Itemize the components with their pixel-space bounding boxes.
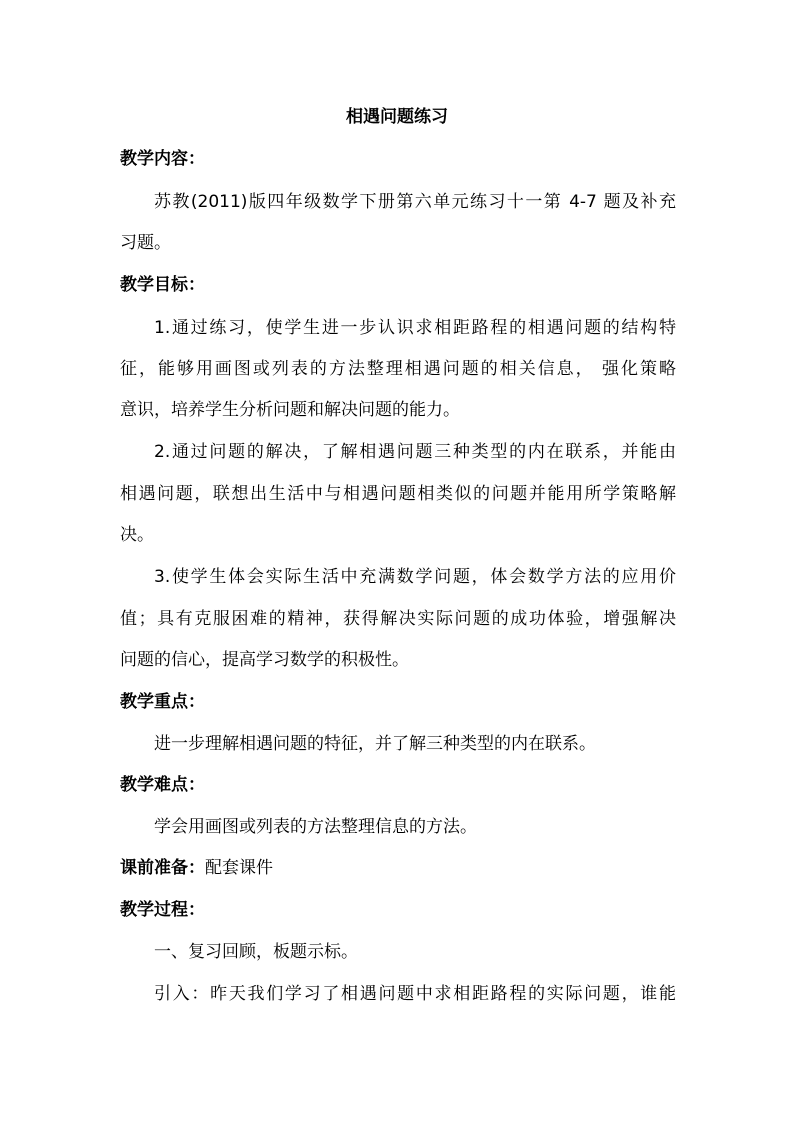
process-intro-line: 引入：昨天我们学习了相遇问题中求相距路程的实际问题，谁能 xyxy=(154,984,676,1004)
document-title: 相遇问题练习 xyxy=(346,107,448,127)
goal-3-line-3: 问题的信心，提高学习数学的积极性。 xyxy=(120,650,409,670)
goal-2-line-2: 相遇问题，联想出生活中与相遇问题相类似的问题并能用所学策略解 xyxy=(120,484,676,504)
goal-1-line-3: 意识，培养学生分析问题和解决问题的能力。 xyxy=(120,400,460,420)
preparation-text: 配套课件 xyxy=(205,858,273,878)
process-heading: 教学过程： xyxy=(120,900,205,920)
difficulty-text: 学会用画图或列表的方法整理信息的方法。 xyxy=(154,817,477,837)
goal-2-line-3: 决。 xyxy=(120,525,154,545)
goal-2-line-1: 2.通过问题的解决，了解相遇问题三种类型的内在联系，并能由 xyxy=(154,442,676,462)
process-step-1: 一、复习回顾，板题示标。 xyxy=(154,942,358,962)
content-text-line-2: 习题。 xyxy=(120,233,171,253)
content-text-line-1: 苏教(2011)版四年级数学下册第六单元练习十一第 4-7 题及补充 xyxy=(154,192,676,212)
preparation-line xyxy=(120,853,676,883)
key-points-heading: 教学重点： xyxy=(120,692,205,712)
goals-heading: 教学目标： xyxy=(120,275,205,295)
goal-1-line-2: 征，能够用画图或列表的方法整理相遇问题的相关信息， 强化策略 xyxy=(120,359,676,379)
key-points-text: 进一步理解相遇问题的特征，并了解三种类型的内在联系。 xyxy=(154,734,596,754)
preparation-heading: 课前准备： xyxy=(120,858,205,878)
content-heading: 教学内容： xyxy=(120,149,205,169)
goal-1-line-1: 1.通过练习，使学生进一步认识求相距路程的相遇问题的结构特 xyxy=(154,318,676,338)
difficulty-heading: 教学难点： xyxy=(120,775,205,795)
goal-3-line-2: 值；具有克服困难的精神，获得解决实际问题的成功体验，增强解决 xyxy=(120,609,676,629)
goal-3-line-1: 3.使学生体会实际生活中充满数学问题，体会数学方法的应用价 xyxy=(154,567,676,587)
